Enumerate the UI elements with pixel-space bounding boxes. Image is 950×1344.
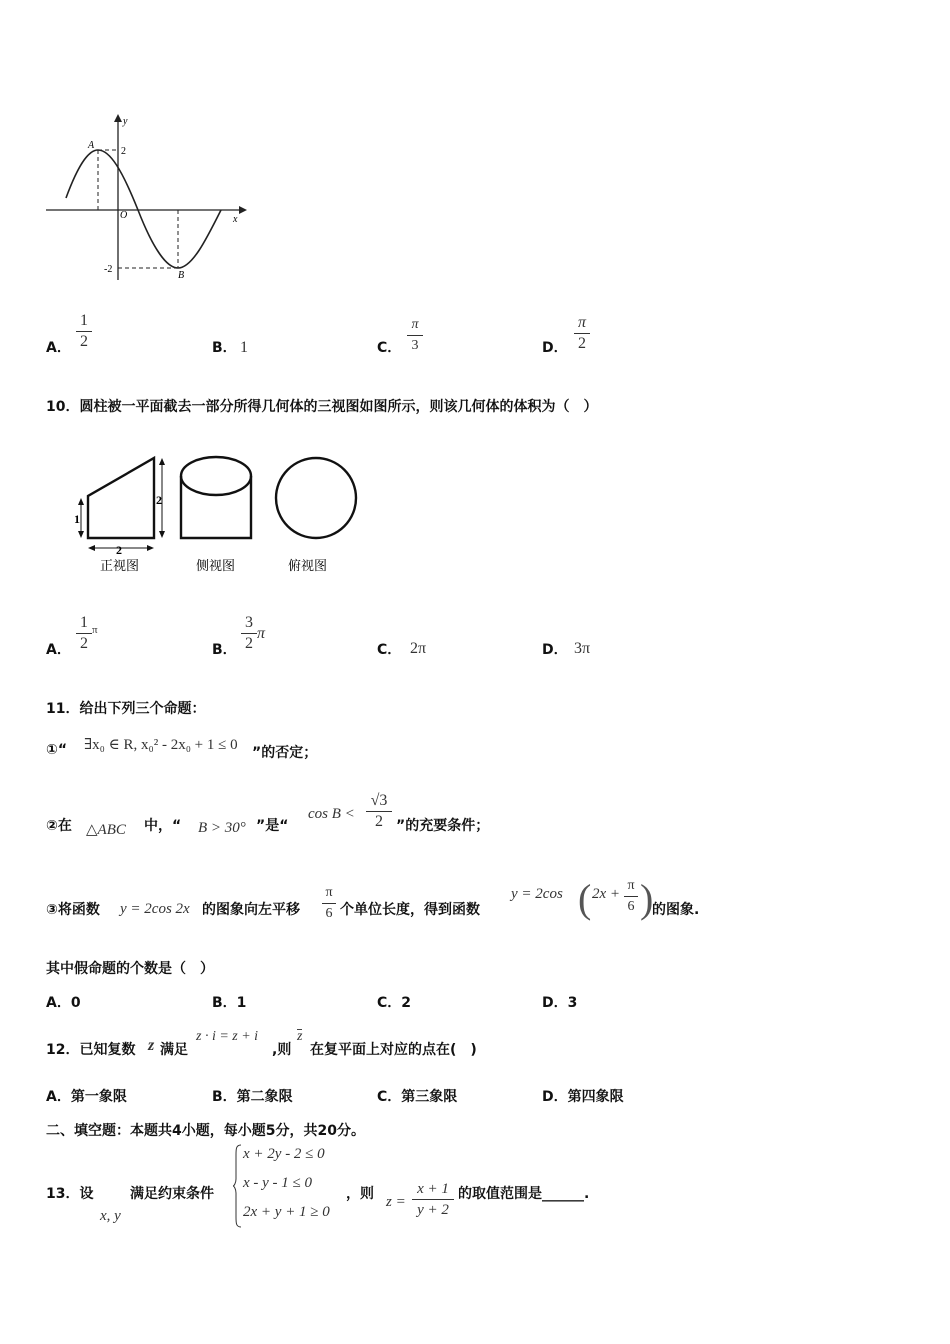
q12-z: z [148, 1037, 155, 1054]
q12-option-c[interactable]: C．第三象限 [377, 1089, 458, 1105]
x-axis-label: x [233, 214, 238, 225]
q11-p1-tail: ”的否定； [252, 745, 318, 761]
y-axis-label: y [123, 116, 128, 127]
q11-p2-tail: ”的充要条件； [396, 818, 490, 834]
q13-mid: 满足约束条件 [130, 1186, 214, 1202]
top-view-circle [276, 458, 356, 538]
q13-constraint-2: x - y - 1 ≤ 0 [243, 1175, 313, 1191]
q12-zbar: z [297, 1029, 303, 1044]
q9-option-b-letter[interactable]: B． [212, 340, 237, 356]
q11-ask: 其中假命题的个数是（ ） [46, 961, 214, 977]
q11-p2-fraction: √3 2 [366, 792, 392, 831]
q10-option-a-suffix: π [92, 624, 98, 636]
front-dim-left: 1 [74, 512, 80, 526]
q9-option-d-value: π 2 [574, 314, 590, 353]
q13-z-equals: z = [386, 1194, 406, 1210]
q11-p3-inner-fraction: π 6 [624, 877, 638, 916]
q10-option-b-letter[interactable]: B． [212, 642, 237, 658]
q9-option-c-value: π 3 [407, 316, 423, 355]
q11-p2-mid1: 中，“ [144, 818, 182, 834]
sine-graph [40, 110, 255, 285]
q11-p2-triangle: △ABC [86, 822, 126, 838]
q13-z-fraction: x + 1 y + 2 [412, 1180, 454, 1219]
q9-option-a-value: 1 2 [76, 312, 92, 351]
q9-option-d-letter[interactable]: D． [542, 340, 568, 356]
q11-p3-marker: ③将函数 [46, 902, 100, 918]
q11-option-c[interactable]: C．2 [377, 995, 412, 1011]
q11-p3-tail: 的图象. [652, 902, 700, 918]
origin-label: O [120, 210, 128, 221]
q11-p3-func2-pre: y = 2cos [511, 886, 563, 902]
q12-mid: 满足 [160, 1042, 188, 1058]
q11-option-d[interactable]: D．3 [542, 995, 578, 1011]
q10-option-c-letter[interactable]: C． [377, 642, 402, 658]
q10-option-a-value: 1 2 [76, 614, 92, 653]
q11-p3-shift: π 6 [322, 884, 336, 923]
q11-p1-formula: ∃x₀ ∈ R, x₀² - 2x₀ + 1 ≤ 0 [84, 737, 238, 753]
q13-constraint-1: x + 2y - 2 ≤ 0 [243, 1146, 325, 1162]
q12-option-b[interactable]: B．第二象限 [212, 1089, 293, 1105]
q9-option-a-letter[interactable]: A． [46, 340, 71, 356]
q9-option-c-letter[interactable]: C． [377, 340, 402, 356]
q10-option-b-value: 3 2 [241, 614, 257, 653]
sine-curve [66, 150, 221, 268]
q11-stem: 11．给出下列三个命题： [46, 701, 206, 717]
q11-p3-mid1: 的图象向左平移 [202, 902, 300, 918]
q13-vars: x, y [100, 1208, 121, 1224]
q10-option-c-value: 2π [410, 640, 427, 657]
q12-tail: 在复平面上对应的点在( ) [310, 1042, 477, 1058]
side-view-label: 侧视图 [196, 558, 236, 573]
point-b-label: B [178, 270, 185, 281]
q13-pre: 13．设 [46, 1186, 94, 1202]
side-view-ellipse [181, 457, 251, 495]
front-view-shape [88, 458, 154, 538]
q11-p2-cos: cos B < [308, 806, 355, 822]
q11-p2-mid2: ”是“ [256, 818, 289, 834]
front-dim-bottom: 2 [116, 543, 122, 557]
q11-p3-func2-in: 2x + [592, 886, 621, 902]
q10-stem: 10．圆柱被一平面截去一部分所得几何体的三视图如图所示，则该几何体的体积为（ ） [46, 399, 598, 415]
q12-pre: 12．已知复数 [46, 1042, 136, 1058]
q11-p2-cond: B > 30° [198, 820, 246, 836]
q9-option-b-value: 1 [240, 339, 248, 356]
q11-p3-func1: y = 2cos 2x [120, 901, 190, 917]
q10-option-d-letter[interactable]: D． [542, 642, 568, 658]
q13-tail: 的取值范围是______. [458, 1186, 590, 1202]
q12-equation: z · i = z + i [196, 1029, 259, 1044]
q12-option-a[interactable]: A．第一象限 [46, 1089, 127, 1105]
q11-p3-mid2: 个单位长度，得到函数 [340, 902, 480, 918]
y-max-label: 2 [121, 146, 126, 157]
q10-option-d-value: 3π [574, 640, 591, 657]
q13-mid2: ，则 [346, 1186, 374, 1202]
q12-option-d[interactable]: D．第四象限 [542, 1089, 624, 1105]
top-view-label: 俯视图 [288, 558, 328, 573]
q11-p3-right-paren: ) [640, 876, 654, 921]
q13-constraint-3: 2x + y + 1 ≥ 0 [243, 1204, 330, 1220]
side-view-body [181, 476, 251, 538]
front-view-label: 正视图 [100, 558, 140, 573]
three-views-figure [70, 450, 370, 580]
q11-p1-marker: ①“ [46, 742, 68, 758]
q11-option-a[interactable]: A．0 [46, 995, 81, 1011]
q13-system-brace [232, 1143, 242, 1229]
y-min-label: -2 [104, 264, 113, 275]
q12-mid2: ,则 [272, 1042, 292, 1058]
q10-option-b-suffix: π [257, 625, 266, 642]
q11-p3-left-paren: ( [578, 876, 592, 921]
point-a-label: A [88, 140, 95, 151]
q11-p2-marker: ②在 [46, 818, 72, 834]
q11-option-b[interactable]: B．1 [212, 995, 247, 1011]
q10-option-a-letter[interactable]: A． [46, 642, 71, 658]
section2-heading: 二、填空题：本题共4小题，每小题5分，共20分。 [46, 1123, 365, 1139]
front-dim-right: 2 [156, 493, 162, 507]
